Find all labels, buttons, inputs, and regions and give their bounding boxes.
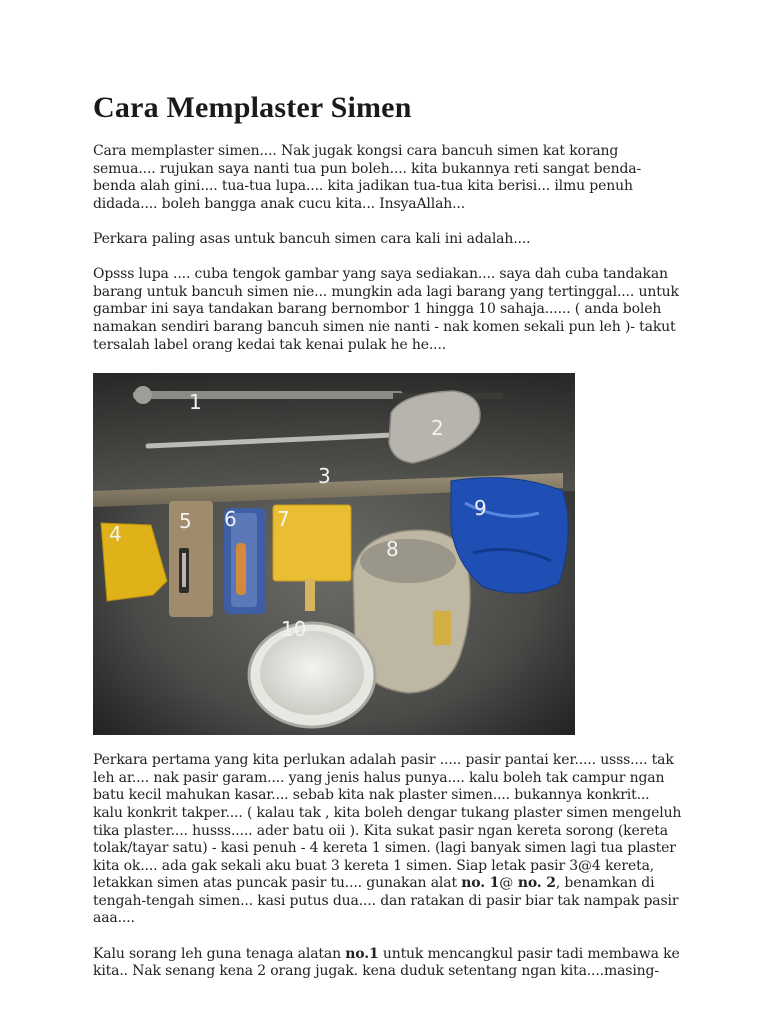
tool-number: 9	[474, 496, 487, 521]
tool-number: 6	[224, 507, 237, 532]
tool-number: 4	[109, 522, 122, 547]
tools-photo-illustration	[93, 373, 575, 735]
tool-number: 3	[318, 464, 331, 489]
tool-number: 8	[386, 537, 399, 562]
tool-number: 5	[179, 509, 192, 534]
paragraph-first-step: Perkara pertama yang kita perlukan adalah pasir ..... pasir pantai ker..... usss.... tak leh ar.... nak pasir garam.... yang jenis halus punya.... kalu boleh tak campur ngan batu kecil mahukan kasar.... sebab kita nak plaster simen.... bukannya konkrit... kalu konkrit takper.... ( kalau tak , kita boleh dengar tukang plaster simen mengeluh tika plaster.... hus​ss..... ader batu oii ). Kita sukat pasir ngan kereta sorong (kereta tolak/tayar satu) - kasi penuh - 4 kereta 1 simen. (lagi banyak simen lagi tua plaster kita ok.... ada gak sekali aku buat 3 kereta 1 simen. Siap letak pasir 3@4 kereta, letakkan simen atas puncak pasir tu.... gunakan alat no. 1@ no. 2, benamkan di tengah-tengah simen... kasi putus dua.... dan ratakan di pasir biar tak nampak pasir aaa....	[93, 752, 682, 927]
paragraph-labels: Opsss lupa .... cuba tengok gambar yang saya sediakan.... saya dah cuba tandakan barang untuk bancuh simen nie... mungkin ada lagi barang yang tertinggal.... untuk gambar ini saya tandakan barang bernombor 1 hingga 10 sahaja...... ( anda boleh namakan sendiri barang bancuh simen nie nanti - nak komen sekali pun leh )- takut tersalah label orang kedai tak kenai pulak he he....	[93, 266, 679, 353]
tool-number: 2	[431, 416, 444, 441]
paragraph-second-step: Kalu sorang leh guna tenaga alatan no.1 untuk mencangkul pasir tadi membawa ke kita.. Nak senang kena 2 orang jugak. kena duduk setentang ngan kita....masing-	[93, 945, 680, 980]
tool-number: 10	[281, 617, 307, 642]
paragraph-intro: Cara memplaster simen.... Nak jugak kongsi cara bancuh simen kat korang semua.... rujukan saya nanti tua pun boleh.... kita bukannya reti sangat benda-benda alah gini.... tua-tua lupa.... kita jadikan tua-tua kita berisi... ilmu penuh didada.... boleh bangga anak cucu kita... InsyaAllah...	[93, 143, 642, 212]
tools-photo	[93, 373, 575, 735]
article	[93, 88, 683, 981]
bold-tool-ref: no. 1	[461, 875, 500, 892]
metal-bar	[133, 391, 403, 399]
tool-number: 7	[277, 507, 290, 532]
tool-number: 1	[189, 390, 202, 415]
article-title: Cara Memplaster Simen	[93, 91, 412, 124]
bold-tool-ref: no. 2	[513, 875, 556, 892]
paragraph-basics: Perkara paling asas untuk bancuh simen cara kali ini adalah....	[93, 230, 531, 247]
bold-tool-ref: no.1	[345, 945, 379, 962]
